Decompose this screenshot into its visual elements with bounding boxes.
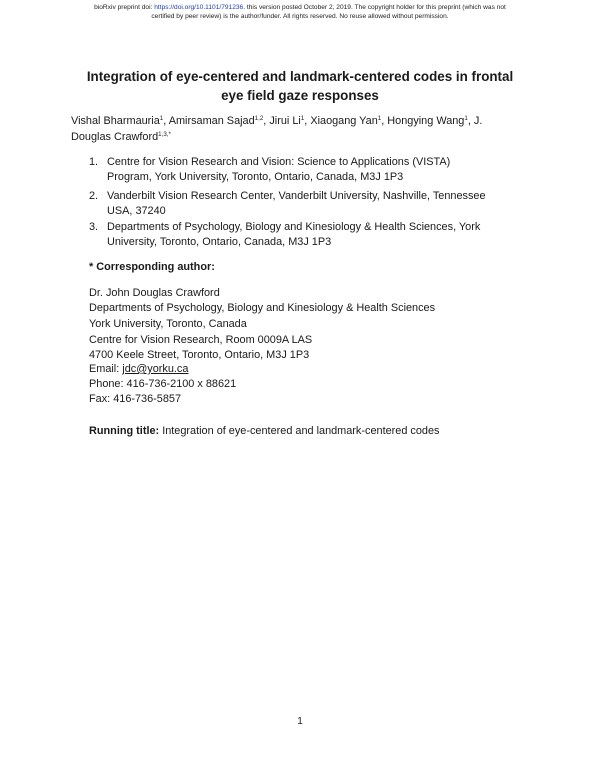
author-name: Hongying Wang bbox=[387, 115, 465, 127]
corresponding-author-heading: * Corresponding author: bbox=[89, 261, 215, 273]
email-label: Email: bbox=[89, 363, 123, 375]
author-name: Xiaogang Yan bbox=[310, 115, 378, 127]
phone-line: Phone: 416-736-2100 x 88621 bbox=[89, 378, 237, 390]
affiliation-number: 2. bbox=[89, 190, 99, 202]
affiliation-line: Departments of Psychology, Biology and Kinesiology & Health Sciences, York bbox=[107, 221, 481, 233]
author-affiliation-mark: 1 bbox=[377, 115, 382, 122]
notice-prefix: bioRxiv preprint doi: bbox=[94, 4, 155, 11]
contact-line: Departments of Psychology, Biology and Kinesiology & Health Sciences bbox=[89, 302, 436, 314]
doi-link[interactable]: https://doi.org/10.1101/791236 bbox=[154, 4, 244, 11]
paper-title bbox=[40, 67, 560, 105]
author-list-line-1: Vishal Bharmauria$^1$, Amirsaman Sajad$^{1,2}$, Jirui Li$^1$, Xiaogang Yan$^1$, Hongying Wang$^1$, J. bbox=[71, 115, 483, 127]
preprint-notice-line-2: certified by peer review) is the author/funder. All rights reserved. No reuse allowed without permission. bbox=[151, 12, 449, 20]
author-affiliation-mark: 1 bbox=[159, 115, 164, 122]
affiliation-line: Vanderbilt Vision Research Center, Vanderbilt University, Nashville, Tennessee bbox=[107, 190, 486, 202]
author-name-part: Douglas Crawford bbox=[71, 131, 159, 143]
affiliation-line: Program, York University, Toronto, Ontario, Canada, M3J 1P3 bbox=[107, 171, 404, 183]
affiliation-number: 1. bbox=[89, 156, 99, 168]
author-name: Amirsaman Sajad bbox=[168, 115, 255, 127]
running-title-label: Running title: bbox=[89, 425, 160, 437]
affiliation-1 bbox=[89, 155, 569, 187]
running-title-text: Integration of eye-centered and landmark-centered codes bbox=[162, 425, 440, 437]
author-affiliation-mark: 1,3,* bbox=[158, 131, 171, 138]
author-affiliation-mark: 1 bbox=[464, 115, 468, 122]
preprint-notice-line-1 bbox=[0, 4, 600, 12]
email-line bbox=[89, 362, 188, 377]
author-affiliation-mark: 1,2 bbox=[254, 115, 264, 122]
email-link[interactable]: jdc@yorku.ca bbox=[122, 363, 189, 375]
affiliation-line: University, Toronto, Ontario, Canada, M3J 1P3 bbox=[107, 236, 332, 248]
author-name: Vishal Bharmauria bbox=[71, 115, 160, 127]
affiliation-line: Centre for Vision Research and Vision: Science to Applications (VISTA) bbox=[107, 156, 451, 168]
contact-line: 4700 Keele Street, Toronto, Ontario, M3J 1P3 bbox=[89, 349, 310, 361]
author-name: Jirui Li bbox=[269, 115, 301, 127]
title-line-2: eye field gaze responses bbox=[221, 88, 379, 103]
page-number: 1 bbox=[297, 716, 303, 727]
contact-line: York University, Toronto, Canada bbox=[89, 318, 247, 330]
fax-line: Fax: 416-736-5857 bbox=[89, 393, 182, 405]
author-list-line-2 bbox=[71, 130, 171, 146]
title-line-1: Integration of eye-centered and landmark-centered codes in frontal bbox=[86, 69, 514, 84]
author-affiliation-mark: 1 bbox=[300, 115, 305, 122]
affiliation-2 bbox=[89, 189, 569, 221]
contact-line: Dr. John Douglas Crawford bbox=[89, 287, 220, 299]
notice-suffix: . this version posted October 2, 2019. The copyright holder for this preprint (which was not bbox=[243, 4, 506, 11]
affiliation-number: 3. bbox=[89, 221, 99, 233]
author-name-part: J. bbox=[473, 115, 483, 127]
contact-line: Centre for Vision Research, Room 0009A LAS bbox=[89, 334, 313, 346]
affiliation-3 bbox=[89, 220, 569, 252]
affiliation-line: USA, 37240 bbox=[107, 205, 166, 217]
running-title bbox=[89, 425, 439, 437]
